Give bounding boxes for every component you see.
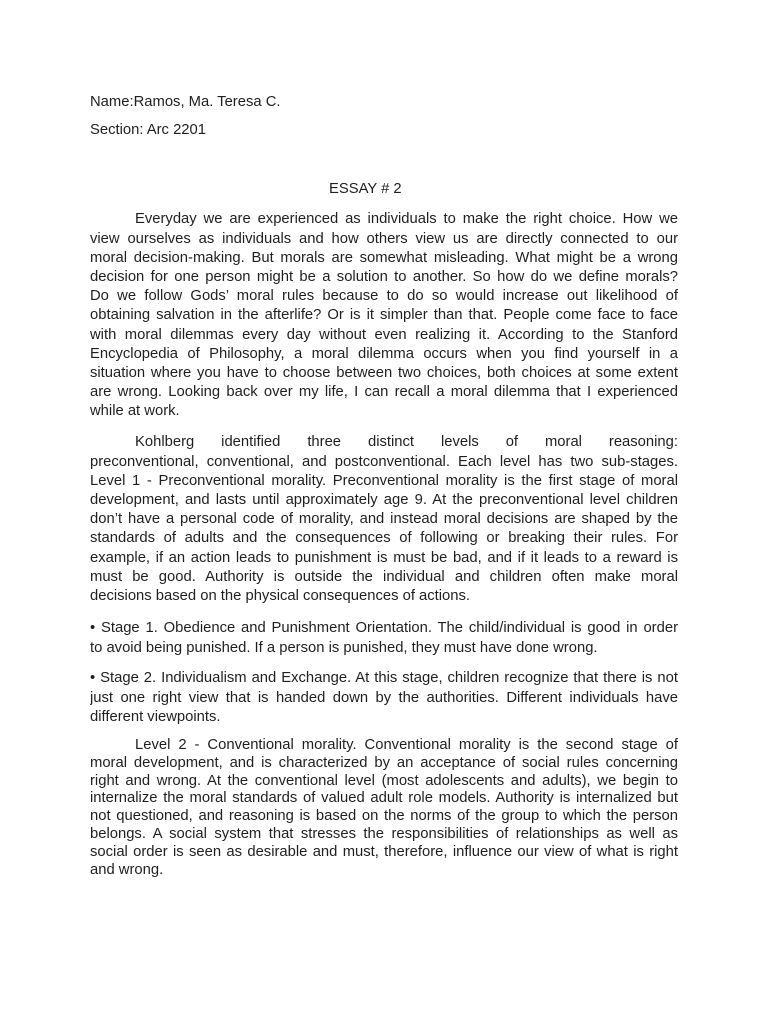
bullet-line: • Stage 1. Obedience and Punishment Orientation. The child/individual is good in order (90, 620, 678, 637)
paragraph-line: example, if an action leads to punishment is must be bad, and if it leads to a reward is (90, 549, 678, 566)
bullet-line: just one right view that is handed down by the authorities. Different individuals have (90, 689, 678, 706)
paragraph-line: don’t have a personal code of morality, and instead moral decisions are shaped by the (90, 511, 678, 528)
paragraph-line: belongs. A social system that stresses the responsibilities of relationships as well as (90, 826, 678, 843)
paragraph-line: decisions based on the physical consequences of actions. (90, 587, 471, 604)
paragraph-line: development, and lasts until approximately age 9. At the preconventional level children (90, 491, 678, 508)
paragraph-line: right and wrong. At the conventional level (most adolescents and adults), we begin to (90, 772, 678, 789)
paragraph-line: moral decision-making. But morals are somewhat misleading. What might be a wrong (90, 249, 678, 266)
bullet-stage-2 (90, 669, 678, 727)
bullet-line: • Stage 2. Individualism and Exchange. At this stage, children recognize that there is not (90, 670, 678, 687)
section-label: Section: Arc 2201 (90, 122, 206, 139)
paragraph-line: and wrong. (90, 861, 164, 878)
paragraph-2 (90, 433, 678, 606)
paragraph-line: not questioned, and reasoning is based on the norms of the group to which the person (90, 808, 678, 825)
paragraph-line: while at work. (90, 403, 180, 420)
bullet-stage-1 (90, 619, 678, 657)
paragraph-line: situation where you have to choose between two choices, both choices at some extent (90, 364, 678, 381)
essay-title-text: ESSAY # 2 (329, 181, 402, 198)
paragraph-line: must be good. Authority is outside the individual and children often make moral (90, 568, 678, 585)
paragraph-line: decision for one person might be a solution to another. So how do we define morals? (90, 268, 678, 285)
paragraph-line: view ourselves as individuals and how others view us are directly connected to our (90, 230, 678, 247)
student-name-line (90, 93, 678, 112)
paragraph-line: with moral dilemmas every day without even realizing it. According to the Stanford (90, 326, 678, 343)
paragraph-line: preconventional, conventional, and postconventional. Each level has two sub-stages. (90, 453, 678, 470)
paragraph-line: internalize the moral standards of valued adult role models. Authority is internalized but (90, 790, 678, 807)
bullet-line: different viewpoints. (90, 708, 221, 725)
paragraph-line: Do we follow Gods’ moral rules because to do so would increase out likelihood of (90, 288, 678, 305)
paragraph-line: are wrong. Looking back over my life, I can recall a moral dilemma that I experienced (90, 384, 678, 401)
paragraph-line: standards of adults and the consequences of following or breaking their rules. For (90, 530, 678, 547)
paragraph-line: obtaining salvation in the afterlife? Or is it simpler than that. People come face to face (90, 307, 678, 324)
paragraph-line: Everyday we are experienced as individuals to make the right choice. How we (135, 211, 678, 228)
paragraph-3 (90, 737, 678, 879)
bullet-line: to avoid being punished. If a person is punished, they must have done wrong. (90, 639, 598, 656)
paragraph-line: Level 1 - Preconventional morality. Preconventional morality is the first stage of moral (90, 472, 678, 489)
paragraph-1 (90, 210, 678, 421)
paragraph-line: Kohlberg identified three distinct levels of moral reasoning: (135, 434, 678, 451)
paragraph-line: Encyclopedia of Philosophy, a moral dilemma occurs when you find yourself in a (90, 345, 678, 362)
student-name: Name:Ramos, Ma. Teresa C. (90, 94, 281, 111)
paragraph-line: moral development, and is characterized by an acceptance of social rules concerning (90, 754, 678, 771)
paragraph-line: social order is seen as desirable and must, therefore, influence our view of what is right (90, 843, 678, 860)
essay-title (329, 180, 529, 199)
section-line (90, 121, 678, 140)
paragraph-line: Level 2 - Conventional morality. Conventional morality is the second stage of (135, 737, 678, 754)
